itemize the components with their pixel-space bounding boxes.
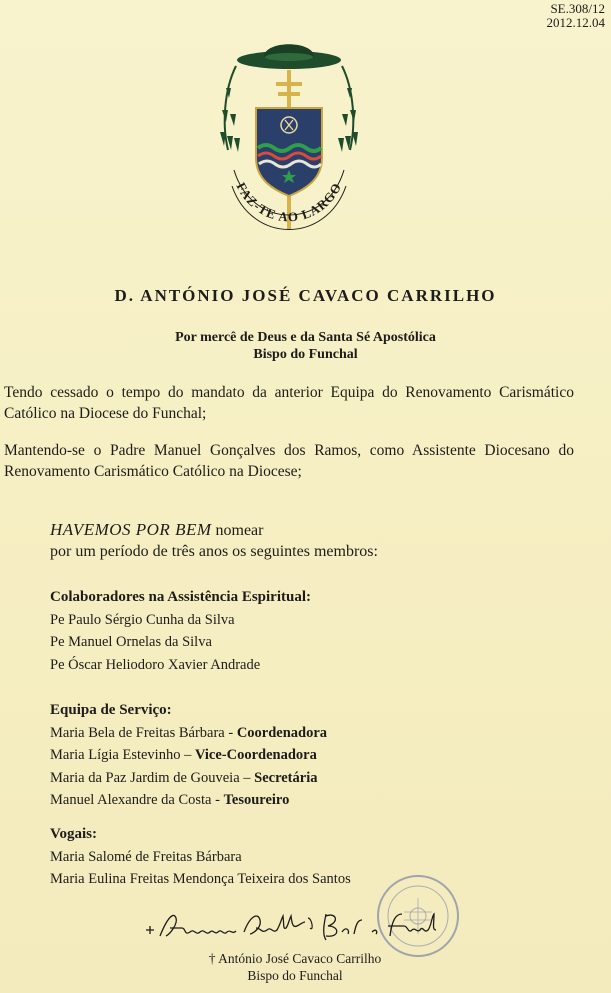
role-label: Coordenadora [236, 724, 328, 741]
grace-line: Por mercê de Deus e da Santa Sé Apostólica [175, 330, 436, 345]
motto-text: FAZ-TE AO LARGO [233, 179, 345, 225]
vogais-heading: Vogais: [50, 826, 97, 842]
reference-number: SE.308/12 [550, 1, 605, 16]
vogais-group [50, 823, 351, 891]
list-item: Manuel Alexandre da Costa - Tesoureiro [50, 792, 290, 808]
signer-title: Bispo do Funchal [247, 968, 343, 983]
reference-block [547, 2, 606, 30]
spiritual-heading: Colaboradores na Assistência Espiritual: [50, 589, 311, 605]
signer-block [160, 950, 430, 984]
list-item: Pe Paulo Sérgio Cunha da Silva [50, 611, 235, 628]
list-item: Maria Salomé de Freitas Bárbara [50, 848, 242, 865]
decree-block [50, 519, 378, 562]
list-item: Maria Eulina Freitas Mendonça Teixeira dos Santos [50, 871, 351, 887]
handwritten-signature-icon [140, 906, 450, 946]
service-heading: Equipa de Serviço: [50, 702, 172, 718]
preamble-paragraph-1: Tendo cessado o tempo do mandato da anterior Equipa do Renovamento Carismático Católico na Diocese do Funchal; [4, 384, 574, 422]
list-item: Maria Lígia Estevinho – Vice-Coordenadora [50, 747, 317, 763]
list-item: Maria Bela de Freitas Bárbara - Coordenadora [50, 724, 328, 741]
decree-period: por um período de três anos os seguintes membros: [50, 543, 378, 560]
role-label: Tesoureiro [223, 792, 290, 808]
list-item: Pe Manuel Ornelas da Silva [50, 634, 212, 650]
list-item: Pe Óscar Heliodoro Xavier Andrade [50, 656, 261, 673]
issuer-title: Bispo do Funchal [253, 347, 358, 362]
role-label: Vice-Coordenadora [194, 747, 317, 763]
spiritual-assistance-group [50, 586, 311, 676]
preamble-paragraph-2: Mantendo-se o Padre Manuel Gonçalves dos Ramos, como Assistente Diocesano do Renovamento Carismático Católico na Diocese; [4, 442, 574, 480]
decree-emphasis: HAVEMOS POR BEM [50, 520, 212, 539]
issuer-grace-block [0, 329, 611, 363]
decree-verb: nomear [215, 522, 264, 539]
role-label: Secretária [254, 769, 318, 786]
issuer-name: D. ANTÓNIO JOSÉ CAVACO CARRILHO [114, 286, 497, 305]
reference-date: 2012.12.04 [546, 15, 605, 30]
list-item: Maria da Paz Jardim de Gouveia – Secretária [50, 769, 318, 786]
episcopal-coat-of-arms-icon [214, 30, 364, 240]
service-team-group [50, 699, 327, 812]
signer-name: † António José Cavaco Carrilho [208, 951, 382, 966]
